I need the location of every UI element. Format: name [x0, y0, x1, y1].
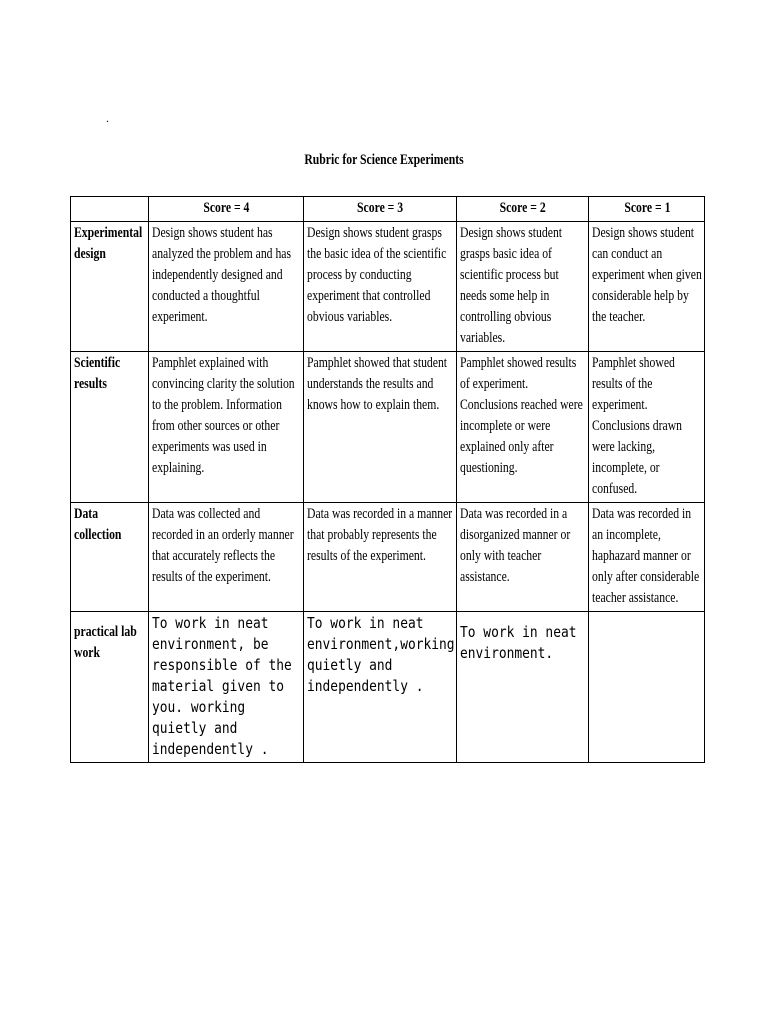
table-cell: Data was recorded in a manner that probably represents the results of the experiment.: [304, 503, 457, 612]
table-cell: Pamphlet showed that student understands the results and knows how to explain them.: [304, 352, 457, 503]
table-cell: Design shows student can conduct an experiment when given considerable help by the teacher.: [589, 222, 705, 352]
header-cell-score-4: Score = 4: [149, 197, 304, 222]
table-row: [71, 503, 705, 612]
header-cell-score-2: Score = 2: [457, 197, 589, 222]
table-cell: To work in neat environment.: [457, 612, 589, 763]
table-row: [71, 222, 705, 352]
table-row: [71, 612, 705, 763]
row-label: Scientific results: [71, 352, 149, 503]
table-cell: Design shows student has analyzed the problem and has independently designed and conducted a thoughtful experiment.: [149, 222, 304, 352]
header-row: [71, 197, 705, 222]
table-cell: Data was recorded in an incomplete, haphazard manner or only after considerable teacher assistance.: [589, 503, 705, 612]
table-cell: To work in neat environment, be responsible of the material given to you. working quietly and independently .: [149, 612, 304, 763]
header-cell-score-3: Score = 3: [304, 197, 457, 222]
table-cell: Data was recorded in a disorganized manner or only with teacher assistance.: [457, 503, 589, 612]
rubric-table: [70, 196, 705, 763]
table-row: [71, 352, 705, 503]
table-cell: Pamphlet explained with convincing clarity the solution to the problem. Information from other sources or other experiments was used in explaining.: [149, 352, 304, 503]
table-cell: [589, 612, 705, 763]
table-cell: Design shows student grasps the basic idea of the scientific process by conducting experiment that controlled obvious variables.: [304, 222, 457, 352]
page-title: Rubric for Science Experiments: [304, 152, 464, 168]
row-label: Data collection: [71, 503, 149, 612]
table-cell: To work in neat environment,working quietly and independently .: [304, 612, 457, 763]
table-cell: Design shows student grasps basic idea of scientific process but needs some help in controlling obvious variables.: [457, 222, 589, 352]
table-cell: Pamphlet showed results of experiment. Conclusions reached were incomplete or were explained only after questioning.: [457, 352, 589, 503]
table-cell: Data was collected and recorded in an orderly manner that accurately reflects the results of the experiment.: [149, 503, 304, 612]
header-cell-empty: [71, 197, 149, 222]
row-label: practical lab work: [71, 612, 149, 763]
row-label: Experimental design: [71, 222, 149, 352]
table-cell: Pamphlet showed results of the experiment. Conclusions drawn were lacking, incomplete, or confused.: [589, 352, 705, 503]
header-cell-score-1: Score = 1: [589, 197, 705, 222]
stray-dot: .: [106, 111, 109, 125]
